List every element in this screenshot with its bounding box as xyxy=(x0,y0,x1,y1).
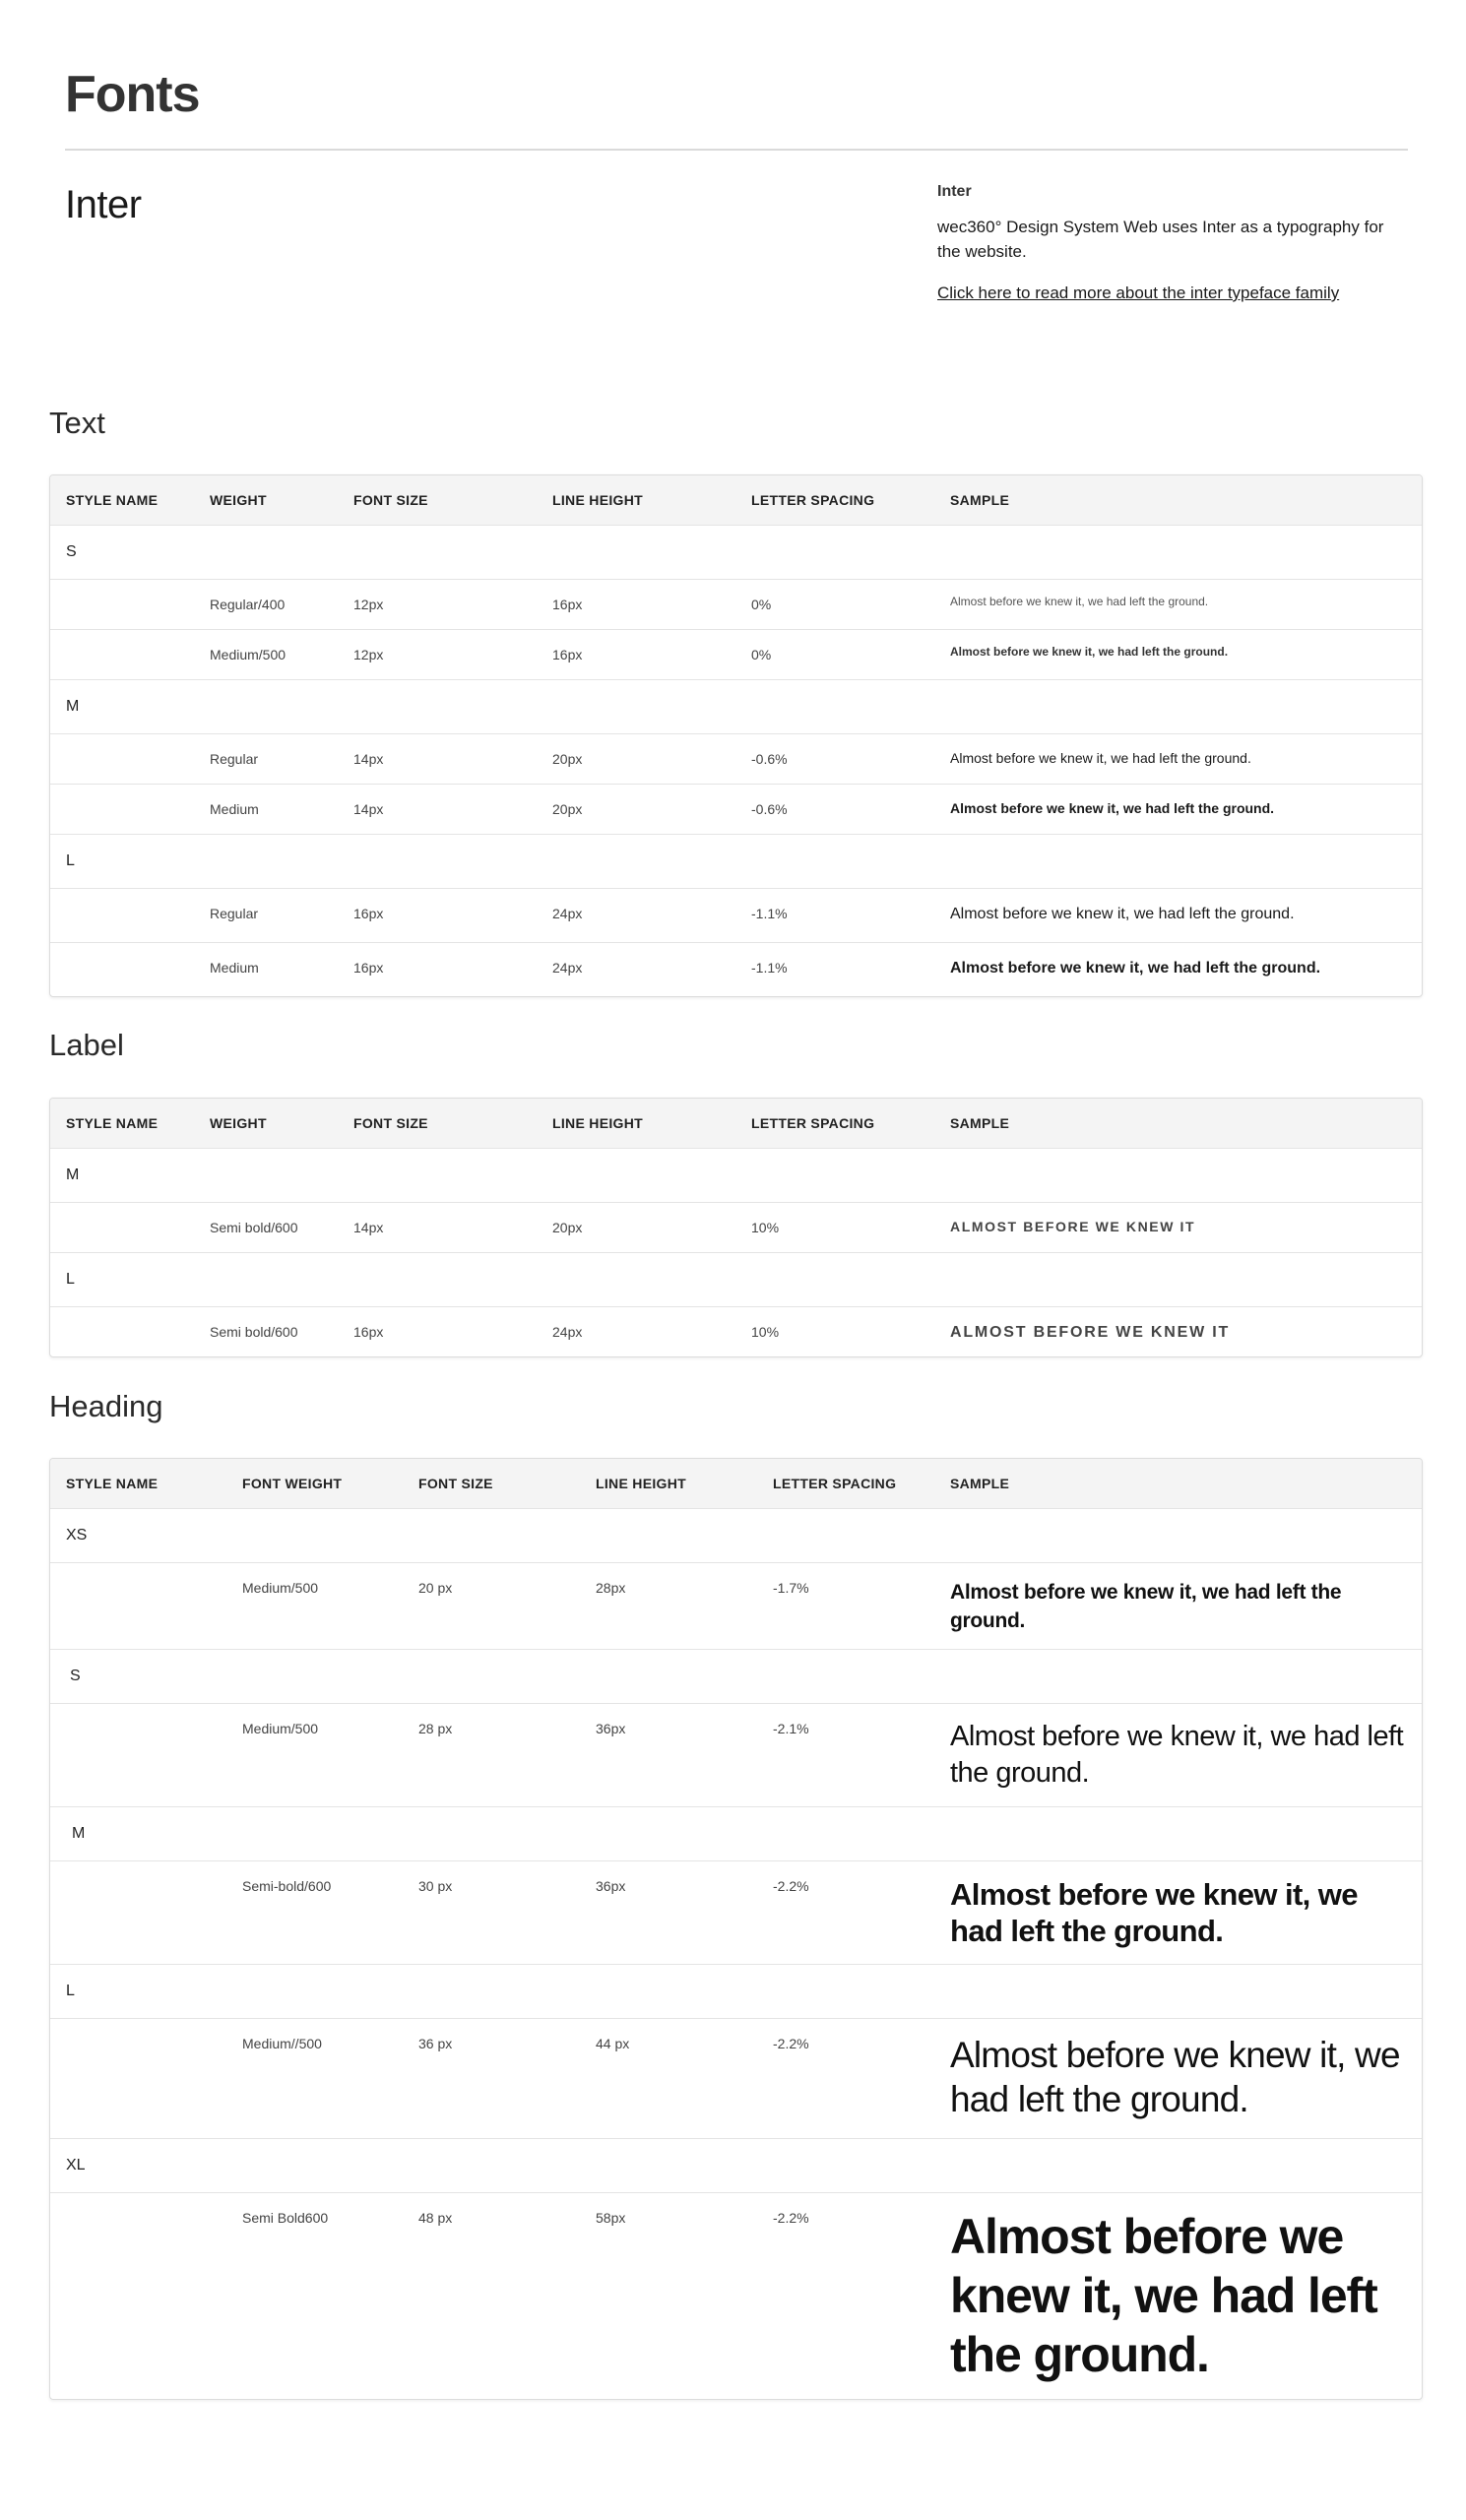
weight-cell: Semi bold/600 xyxy=(210,1324,298,1340)
table-row xyxy=(50,888,1422,942)
sample-cell: Almost before we knew it, we had left the ground. xyxy=(950,595,1209,608)
style-name: L xyxy=(66,1983,75,1999)
font-family-description: wec360° Design System Web uses Inter as a typography for the website. xyxy=(937,218,1384,261)
title-divider xyxy=(65,149,1408,151)
table-header-row xyxy=(50,1099,1422,1148)
section-title-label: Label xyxy=(49,1028,124,1062)
column-header: STYLE NAME xyxy=(66,1476,159,1491)
font-size-cell: 14px xyxy=(353,801,384,817)
column-header: SAMPLE xyxy=(950,1476,1010,1491)
font-size-cell: 28 px xyxy=(418,1721,453,1736)
table-row xyxy=(50,1860,1422,1964)
sample-cell: Almost before we knew it, we had left the ground. xyxy=(950,1721,1404,1789)
table-row xyxy=(50,1306,1422,1356)
letter-spacing-cell: -1.1% xyxy=(751,906,788,921)
column-header: LETTER SPACING xyxy=(751,492,875,508)
sample-cell: Almost before we knew it, we had left the ground. xyxy=(950,906,1295,922)
group-row xyxy=(50,1252,1422,1306)
font-size-cell: 16px xyxy=(353,906,384,921)
table-row xyxy=(50,2018,1422,2138)
line-height-cell: 16px xyxy=(552,597,583,612)
weight-cell: Medium//500 xyxy=(242,2036,322,2051)
letter-spacing-cell: -0.6% xyxy=(751,751,788,767)
style-name: M xyxy=(66,1166,80,1183)
section-title-text: Text xyxy=(49,406,105,440)
letter-spacing-cell: -1.1% xyxy=(751,960,788,976)
group-row xyxy=(50,834,1422,888)
weight-cell: Regular xyxy=(210,906,259,921)
font-family-name: Inter xyxy=(65,183,142,226)
letter-spacing-cell: -0.6% xyxy=(751,801,788,817)
group-row xyxy=(50,1649,1422,1703)
group-row xyxy=(50,1508,1422,1562)
group-row xyxy=(50,2138,1422,2192)
letter-spacing-cell: 0% xyxy=(751,597,772,612)
letter-spacing-cell: 10% xyxy=(751,1220,780,1235)
font-size-cell: 12px xyxy=(353,647,384,662)
column-header: WEIGHT xyxy=(210,1115,267,1131)
weight-cell: Regular/400 xyxy=(210,597,286,612)
table-header-row xyxy=(50,475,1422,525)
style-name: M xyxy=(72,1825,86,1842)
font-size-cell: 16px xyxy=(353,1324,384,1340)
style-name: M xyxy=(66,698,80,715)
letter-spacing-cell: -2.2% xyxy=(773,1878,809,1894)
group-row xyxy=(50,1964,1422,2018)
text-styles-table xyxy=(49,474,1423,997)
sample-cell: Almost before we knew it, we had left the ground. xyxy=(950,645,1229,659)
font-size-cell: 48 px xyxy=(418,2210,453,2226)
letter-spacing-cell: -2.2% xyxy=(773,2036,809,2051)
table-row xyxy=(50,2192,1422,2399)
table-row xyxy=(50,1202,1422,1252)
table-row xyxy=(50,942,1422,996)
heading-styles-table xyxy=(49,1458,1423,2400)
sample-cell: Almost before we knew it, we had left the ground. xyxy=(950,1877,1358,1948)
sample-cell: Almost before we knew it, we had left the ground. xyxy=(950,750,1251,766)
sample-cell: Almost before we knew it, we had left the ground. xyxy=(950,2209,1377,2382)
group-row xyxy=(50,679,1422,733)
weight-cell: Medium xyxy=(210,960,259,976)
section-title-heading: Heading xyxy=(49,1389,163,1423)
column-header: FONT SIZE xyxy=(418,1476,493,1491)
line-height-cell: 20px xyxy=(552,801,583,817)
column-header: LETTER SPACING xyxy=(751,1115,875,1131)
line-height-cell: 20px xyxy=(552,751,583,767)
line-height-cell: 16px xyxy=(552,647,583,662)
column-header: FONT SIZE xyxy=(353,492,428,508)
line-height-cell: 58px xyxy=(596,2210,626,2226)
column-header: WEIGHT xyxy=(210,492,267,508)
font-family-info-name: Inter xyxy=(937,183,972,200)
weight-cell: Medium/500 xyxy=(242,1580,319,1596)
line-height-cell: 24px xyxy=(552,1324,583,1340)
line-height-cell: 36px xyxy=(596,1721,626,1736)
style-name: S xyxy=(66,543,77,560)
style-name: XS xyxy=(66,1527,88,1544)
table-row xyxy=(50,1703,1422,1806)
weight-cell: Regular xyxy=(210,751,259,767)
table-row xyxy=(50,784,1422,834)
typeface-read-more-link[interactable]: Click here to read more about the inter typeface family xyxy=(937,284,1340,302)
column-header: LINE HEIGHT xyxy=(552,1115,643,1131)
letter-spacing-cell: 10% xyxy=(751,1324,780,1340)
letter-spacing-cell: -2.1% xyxy=(773,1721,809,1736)
sample-cell: Almost before we knew it, we had left the ground. xyxy=(950,2035,1400,2119)
style-name: S xyxy=(70,1668,81,1684)
column-header: STYLE NAME xyxy=(66,1115,159,1131)
column-header: LETTER SPACING xyxy=(773,1476,897,1491)
font-size-cell: 36 px xyxy=(418,2036,453,2051)
weight-cell: Medium/500 xyxy=(210,647,287,662)
style-name: L xyxy=(66,1271,75,1288)
font-size-cell: 14px xyxy=(353,751,384,767)
sample-cell: Almost before we knew it, we had left the ground. xyxy=(950,800,1275,816)
font-family-info xyxy=(937,183,1410,303)
style-name: L xyxy=(66,852,75,869)
style-name: XL xyxy=(66,2157,86,2174)
letter-spacing-cell: -1.7% xyxy=(773,1580,809,1596)
label-styles-table xyxy=(49,1098,1423,1357)
group-row xyxy=(50,1806,1422,1860)
group-row xyxy=(50,1148,1422,1202)
line-height-cell: 28px xyxy=(596,1580,626,1596)
line-height-cell: 24px xyxy=(552,960,583,976)
font-size-cell: 20 px xyxy=(418,1580,453,1596)
line-height-cell: 24px xyxy=(552,906,583,921)
font-size-cell: 12px xyxy=(353,597,384,612)
sample-cell: ALMOST BEFORE WE KNEW IT xyxy=(950,1324,1231,1341)
column-header: STYLE NAME xyxy=(66,492,159,508)
column-header: FONT SIZE xyxy=(353,1115,428,1131)
sample-cell: ALMOST BEFORE WE KNEW IT xyxy=(950,1219,1196,1234)
column-header: SAMPLE xyxy=(950,1115,1010,1131)
column-header: FONT WEIGHT xyxy=(242,1476,343,1491)
line-height-cell: 20px xyxy=(552,1220,583,1235)
table-row xyxy=(50,629,1422,679)
table-row xyxy=(50,579,1422,629)
weight-cell: Medium xyxy=(210,801,259,817)
font-size-cell: 16px xyxy=(353,960,384,976)
weight-cell: Medium/500 xyxy=(242,1721,319,1736)
column-header: LINE HEIGHT xyxy=(596,1476,686,1491)
font-size-cell: 30 px xyxy=(418,1878,453,1894)
column-header: LINE HEIGHT xyxy=(552,492,643,508)
line-height-cell: 44 px xyxy=(596,2036,630,2051)
sample-cell: Almost before we knew it, we had left the ground. xyxy=(950,960,1321,976)
table-row xyxy=(50,733,1422,784)
weight-cell: Semi bold/600 xyxy=(210,1220,298,1235)
table-row xyxy=(50,1562,1422,1649)
table-header-row xyxy=(50,1459,1422,1508)
page-title: Fonts xyxy=(65,66,200,123)
letter-spacing-cell: 0% xyxy=(751,647,772,662)
line-height-cell: 36px xyxy=(596,1878,626,1894)
sample-cell: Almost before we knew it, we had left the ground. xyxy=(950,1581,1342,1632)
weight-cell: Semi Bold600 xyxy=(242,2210,329,2226)
column-header: SAMPLE xyxy=(950,492,1010,508)
font-size-cell: 14px xyxy=(353,1220,384,1235)
group-row xyxy=(50,525,1422,579)
letter-spacing-cell: -2.2% xyxy=(773,2210,809,2226)
weight-cell: Semi-bold/600 xyxy=(242,1878,332,1894)
